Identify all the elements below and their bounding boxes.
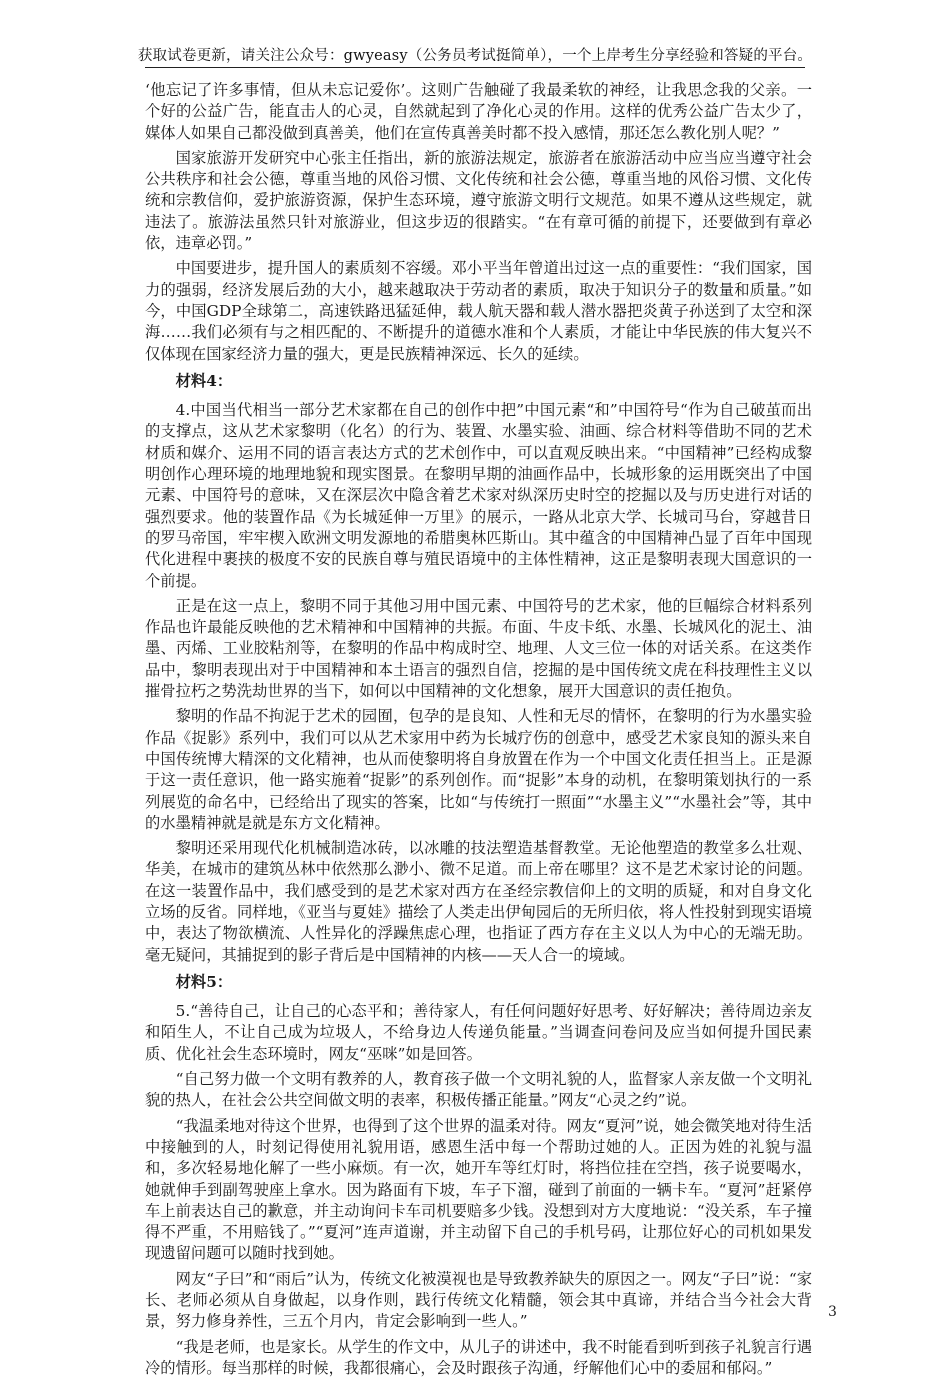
body-paragraph: ‘他忘记了许多事情，但从未忘记爱你’。这则广告触碰了我最柔软的神经，让我思念我的父亲。一个好的公益广告，能直击人的心灵，自然就起到了净化心灵的作用。这样的优秀公益广告太少了，媒体人如果自己都没做到真善美，他们在宣传真善美时都不投入感情，那还怎么教化别人呢？” [145, 81, 812, 142]
section-heading: 材料5： [175, 972, 233, 991]
body-paragraph: 中国要进步，提升国人的素质刻不容缓。邓小平当年曾道出过这一点的重要性：“我们国家，国力的强弱，经济发展后劲的大小，越来越取决于劳动者的素质，取决于知识分子的数量和质量。”如今，中国GDP全球第二，高速铁路迅猛延伸，载人航天器和载人潜水器把炎黄子孙送到了太空和深海……我们必须有与之相匹配的、不断提升的道德水准和个人素质，才能让中华民族的伟大复兴不仅体现在国家经济力量的强大，更是民族精神深远、长久的延续。 [145, 259, 812, 363]
section-heading: 材料4： [175, 371, 233, 390]
page-header: 获取试卷更新，请关注公众号：gwyeasy（公务员考试挺简单），一个上岸考生分享经验和答疑的平台。 [137, 48, 813, 64]
body-paragraph: 正是在这一点上，黎明不同于其他习用中国元素、中国符号的艺术家，他的巨幅综合材料系列作品也许最能反映他的艺术精神和中国精神的共振。布面、牛皮卡纸、水墨、长城风化的泥土、油墨、丙烯、工业胶粘剂等，在黎明的作品中构成时空、地理、人文三位一体的对话关系。在这类作品中，黎明表现出对于中国精神和本土语言的强烈自信，挖掘的是中国传统文虎在科技理性主义以摧骨拉朽之势洗劫世界的当下，如何以中国精神的文化想象，展开大国意识的责任抱负。 [145, 596, 812, 701]
body-paragraph: “我是老师，也是家长。从学生的作文中，从儿子的讲述中，我不时能看到听到孩子礼貌言行遇冷的情形。每当那样的时候，我都很痛心，会及时跟孩子沟通，纾解他们心中的委屈和郁闷。” [145, 1337, 812, 1377]
body-paragraph: 黎明还采用现代化机械制造冰砖，以冰雕的技法塑造基督教堂。无论他塑造的教堂多么壮观、华美，在城市的建筑丛林中依然那么渺小、微不足道。而上帝在哪里？这不是艺术家讨论的问题。在这一装置作品中，我们感受到的是艺术家对西方在圣经宗教信仰上的文明的质疑，和对自身文化立场的反省。同样地，《亚当与夏娃》描绘了人类走出伊甸园后的无所归依，将人性投射到现实语境中，表达了物欲横流、人性异化的浮躁焦虑心理，也指证了西方存在主义以人为中心的无端无助。毫无疑问，其捕捉到的影子背后是中国精神的内核——天人合一的境域。 [145, 839, 812, 964]
header-divider [145, 67, 805, 68]
body-paragraph: 黎明的作品不拘泥于艺术的园囿，包孕的是良知、人性和无尽的情怀，在黎明的行为水墨实验作品《捉影》系列中，我们可以从艺术家用中药为长城疗伤的创意中，感受艺术家良知的源头来自中国传统博大精深的文化精神，也从而使黎明将自身放置在作为一个中国文化责任担当上。正是源于这一责任意识，他一路实施着“捉影”的系列创作。而“捉影”本身的动机，在黎明策划执行的一系列展览的命名中，已经给出了现实的答案，比如“与传统打一照面”“水墨主义”“水墨社会”等，其中的水墨精神就是就是东方文化精神。 [145, 707, 812, 832]
body-paragraph: “自己努力做一个文明有教养的人，教育孩子做一个文明礼貌的人，监督家人亲友做一个文明礼貌的热人，在社会公共空间做文明的表率，积极传播正能量。”网友“心灵之约”说。 [145, 1070, 812, 1110]
body-paragraph: 网友“子曰”和“雨后”认为，传统文化被漠视也是导致教养缺失的原因之一。网友“子曰”说：“家长、老师必须从自身做起，以身作则，践行传统文化精髓，领会其中真谛，并结合当今社会大背景，努力修身养性，三五个月内，肯定会影响到一些人。” [145, 1269, 812, 1331]
body-paragraph: “我温柔地对待这个世界，也得到了这个世界的温柔对待。网友“夏河”说，她会微笑地对待生活中接触到的人，时刻记得使用礼貌用语，感恩生活中每一个帮助过她的人。正因为姓的礼貌与温和，多次轻易地化解了一些小麻烦。有一次，她开车等红灯时，将挡位挂在空挡，孩子说要喝水，她就伸手到副驾驶座上拿水。因为路面有下坡，车子下溜，碰到了前面的一辆卡车。“夏河”赶紧停车上前表达自己的歉意，并主动询问卡车司机要赔多少钱。没想到对方大度地说：“没关系，车子撞得不严重，不用赔钱了。”“夏河”连声道谢，并主动留下自己的手机号码，让那位好心的司机如果发现遗留问题可以随时找到她。 [145, 1116, 812, 1263]
body-paragraph: 4.中国当代相当一部分艺术家都在自己的创作中把”中国元素“和”中国符号“作为自己破茧而出的支撑点，这从艺术家黎明（化名）的行为、装置、水墨实验、油画、综合材料等借助不同的艺术材质和媒介、运用不同的语言表达方式的艺术创作中，可以直观反映出来。“中国精神”已经构成黎明创作心理环境的地理地貌和现实图景。在黎明早期的油画作品中，长城形象的运用既突出了中国元素、中国符号的意味，又在深层次中隐含着艺术家对纵深历史时空的挖掘以及与历史进行对话的强烈要求。他的装置作品《为长城延伸一万里》的展示，一路从北京大学、长城司马台，穿越昔日的罗马帝国，牢牢楔入欧洲文明发源地的希腊奥林匹斯山。其中蕴含的中国精神凸显了百年中国现代化进程中裹挟的极度不安的民族自尊与殖民语境中的主体性精神，这正是黎明表现大国意识的一个前提。 [145, 401, 812, 590]
body-paragraph: 5.“善待自己，让自己的心态平和；善待家人，有任何问题好好思考、好好解决；善待周边亲友和陌生人，不让自己成为垃圾人，不给身边人传递负能量。”当调查问卷问及应当如何提升国民素质、优化社会生态环境时，网友“巫咪”如是回答。 [145, 1002, 812, 1063]
body-paragraph: 国家旅游开发研究中心张主任指出，新的旅游法规定，旅游者在旅游活动中应当应当遵守社会公共秩序和社会公德，尊重当地的风俗习惯、文化传统和社会公德，尊重当地的风俗习惯、文化传统和宗教信仰，爱护旅游资源，保护生态环境，遵守旅游文明行文规范。如果不遵从这些规定，就违法了。旅游法虽然只针对旅游业，但这步迈的很踏实。“在有章可循的前提下，还要做到有章必依，违章必罚。” [145, 148, 812, 253]
document-body [145, 80, 812, 1383]
page-number: 3 [828, 1304, 837, 1320]
